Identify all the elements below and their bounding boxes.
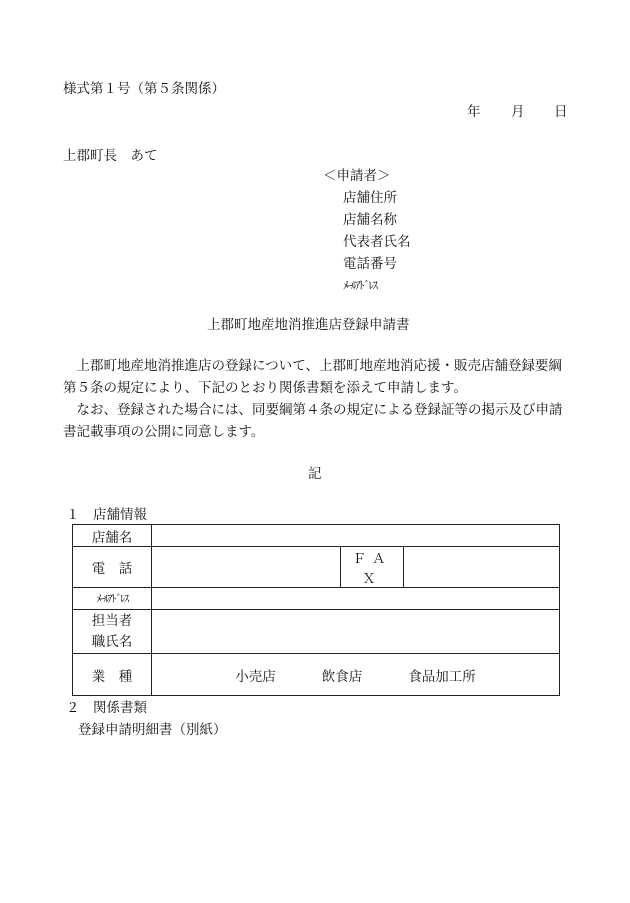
addressee: 上郡町長 あて: [63, 148, 158, 164]
fax-label: ＦＡＸ: [341, 547, 404, 588]
fax-cell[interactable]: [404, 547, 560, 588]
business-option-retail[interactable]: 小売店: [235, 668, 276, 685]
table-row: [73, 547, 560, 588]
body-text: [63, 355, 568, 443]
shop-name-cell[interactable]: [152, 525, 560, 547]
staff-cell[interactable]: [152, 610, 560, 654]
table-row: [73, 610, 560, 654]
applicant-heading: ＜申請者＞: [323, 168, 391, 184]
form-number: 様式第１号（第５条関係）: [63, 81, 225, 97]
section2-item: 登録申請明細書（別紙）: [78, 722, 227, 738]
date-month: 月: [511, 104, 525, 120]
business-option-food-processing[interactable]: 食品加工所: [408, 668, 476, 685]
staff-label: [73, 610, 152, 654]
document-title: 上郡町地産地消推進店登録申請書: [207, 317, 410, 333]
shop-info-table: [72, 524, 560, 696]
body-paragraph-2: なお、登録された場合には、同要綱第４条の規定による登録証等の掲示及び申請書記載事項の公開に同意します。: [63, 402, 563, 440]
body-paragraph-1: 上郡町地産地消推進店の登録について、上郡町地産地消応援・販売店舗登録要綱第５条の規定により、下記のとおり関係書類を添えて申請します。: [63, 358, 562, 396]
table-row: [73, 525, 560, 547]
staff-label-line2: 職氏名: [91, 633, 133, 650]
business-options: [158, 665, 553, 685]
business-cell: [152, 654, 560, 696]
ki-heading: 記: [308, 466, 322, 482]
table-row: [73, 588, 560, 610]
section2-heading: ２ 関係書類: [66, 700, 147, 716]
business-option-restaurant[interactable]: 飲食店: [321, 668, 363, 685]
applicant-field-representative: 代表者氏名: [343, 234, 411, 250]
applicant-field-address: 店舗住所: [343, 190, 397, 206]
date-year: 年: [467, 104, 481, 120]
applicant-field-name: 店舗名称: [343, 212, 397, 228]
applicant-field-phone: 電話番号: [343, 256, 397, 272]
email-cell[interactable]: [152, 588, 560, 610]
shop-name-label: 店舗名: [73, 525, 152, 547]
business-label: 業 種: [73, 654, 152, 696]
section1-heading: １ 店舗情報: [66, 507, 147, 523]
email-label: ﾒｰﾙｱﾄﾞﾚｽ: [73, 588, 152, 610]
phone-label: 電 話: [73, 547, 152, 588]
table-row: [73, 654, 560, 696]
applicant-field-email: ﾒｰﾙｱﾄﾞﾚｽ: [343, 279, 377, 292]
staff-label-line1: 担当者: [91, 612, 133, 629]
date-day: 日: [554, 104, 568, 120]
phone-cell[interactable]: [152, 547, 341, 588]
